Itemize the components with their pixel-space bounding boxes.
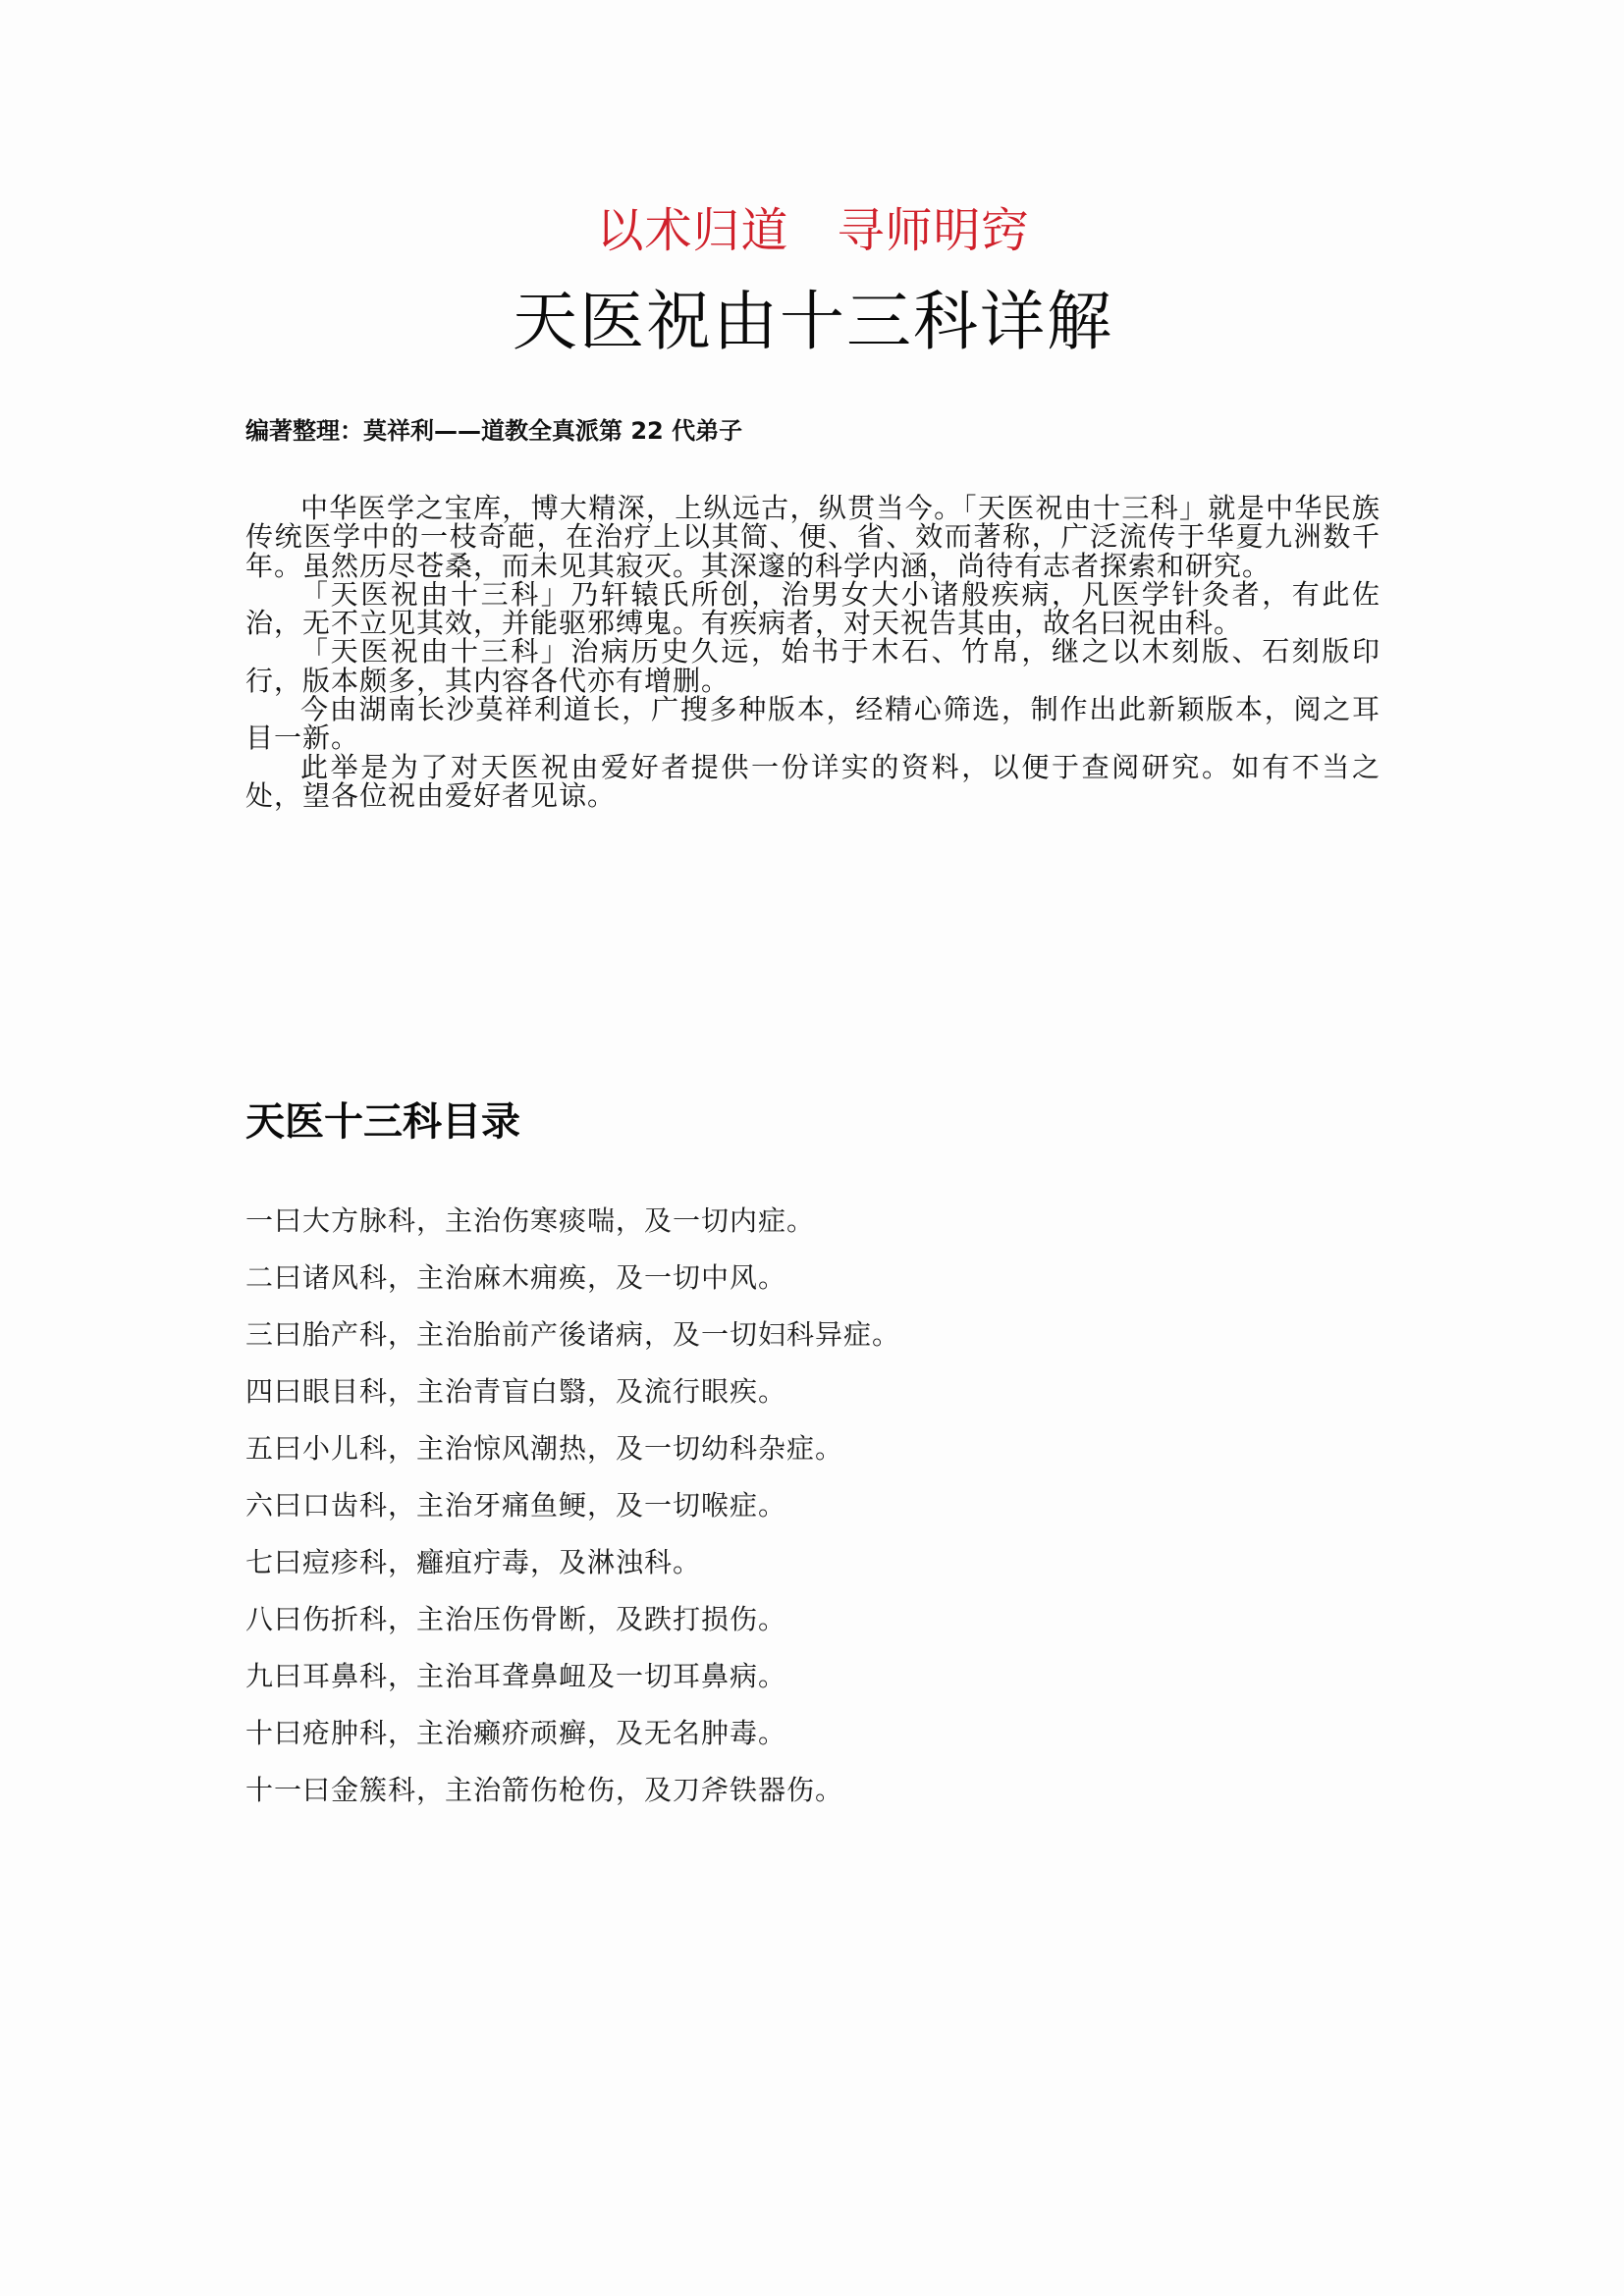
author-line: 编著整理：莫祥利——道教全真派第 22 代弟子 — [245, 417, 743, 445]
intro-section — [245, 494, 1380, 810]
motto: 以术归道 寻师明窍 — [596, 203, 1030, 258]
intro-paragraph: 「天医祝由十三科」乃轩辕氏所创，治男女大小诸般疾病，凡医学针灸者，有此佐治，无不立见其效，并能驱邪缚鬼。有疾病者，对天祝告其由，故名曰祝由科。 — [245, 577, 1380, 640]
toc-item: 十一曰金簇科，主治箭伤枪伤，及刀斧铁器伤。 — [245, 1774, 844, 1806]
document-title: 天医祝由十三科详解 — [513, 284, 1113, 359]
toc-item: 一曰大方脉科，主治伤寒痰喘，及一切内症。 — [245, 1204, 816, 1237]
toc-item: 九曰耳鼻科，主治耳聋鼻衄及一切耳鼻病。 — [245, 1660, 787, 1692]
intro-paragraph: 今由湖南长沙莫祥利道长，广搜多种版本，经精心筛选，制作出此新颖版本，阅之耳目一新。 — [245, 693, 1380, 755]
intro-paragraph: 中华医学之宝库，博大精深，上纵远古，纵贯当今。「天医祝由十三科」就是中华民族传统医学中的一枝奇葩，在治疗上以其简、便、省、效而著称，广泛流传于华夏九洲数千年。虽然历尽苍桑，而未见其寂灭。其深邃的科学内涵，尚待有志者探索和研究。 — [245, 492, 1380, 582]
toc-item: 四曰眼目科，主治青盲白翳，及流行眼疾。 — [245, 1375, 787, 1408]
toc-item: 十曰疮肿科，主治癞疥顽癣，及无名肿毒。 — [245, 1717, 787, 1749]
toc-heading: 天医十三科目录 — [245, 1099, 520, 1145]
intro-paragraph: 此举是为了对天医祝由爱好者提供一份详实的资料，以便于查阅研究。如有不当之处，望各位祝由爱好者见谅。 — [245, 750, 1380, 812]
toc-item: 二曰诸风科，主治麻木痈痪，及一切中风。 — [245, 1261, 787, 1294]
toc-item: 八曰伤折科，主治压伤骨断，及跌打损伤。 — [245, 1603, 787, 1635]
intro-paragraph: 「天医祝由十三科」治病历史久远，始书于木石、竹帛，继之以木刻版、石刻版印行，版本颇多，其内容各代亦有增删。 — [245, 635, 1380, 697]
toc-list — [245, 1205, 900, 1832]
toc-item: 三曰胎产科，主治胎前产後诸病，及一切妇科异症。 — [245, 1318, 901, 1351]
toc-item: 五曰小儿科，主治惊风潮热，及一切幼科杂症。 — [245, 1432, 844, 1465]
toc-item: 七曰痘疹科，癰疽疔毒，及淋浊科。 — [245, 1546, 702, 1578]
toc-item: 六曰口齿科，主治牙痛鱼鲠，及一切喉症。 — [245, 1489, 787, 1522]
